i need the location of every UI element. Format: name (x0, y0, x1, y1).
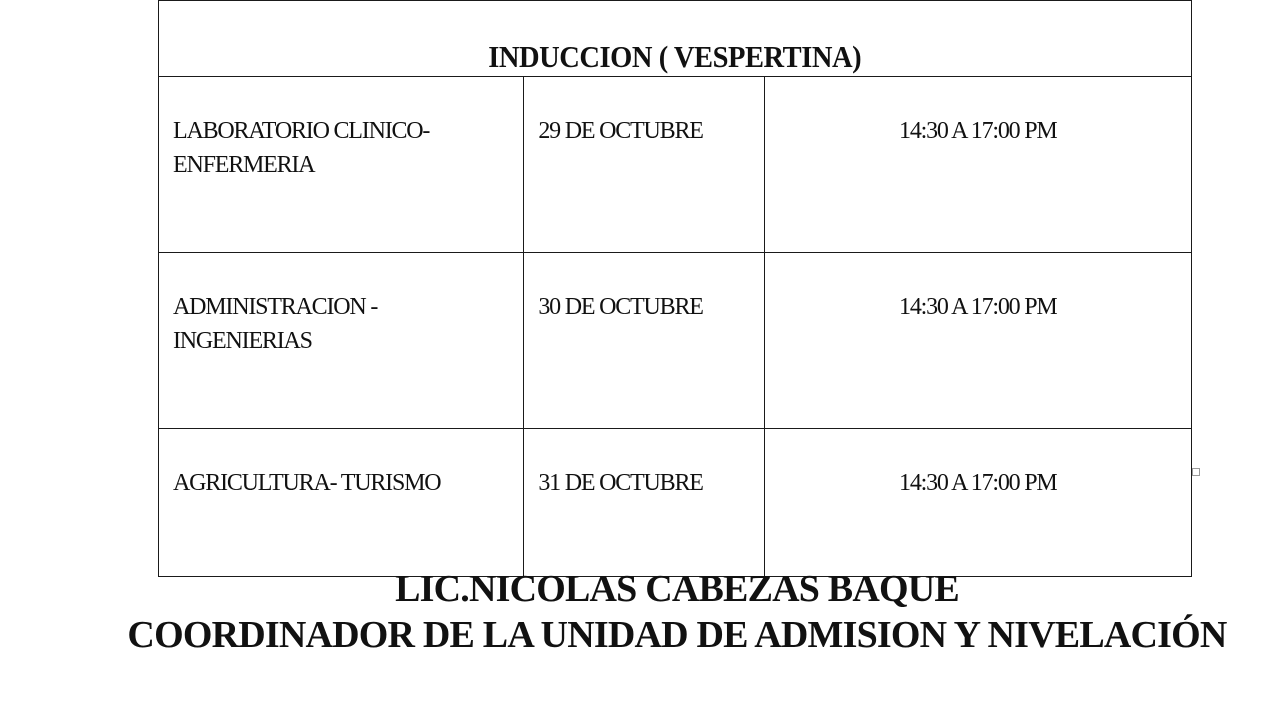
induction-schedule-table (158, 0, 1192, 577)
date-text: 30 DE OCTUBRE (538, 294, 703, 320)
area-line-1: LABORATORIO CLINICO- (173, 118, 430, 144)
area-cell (159, 429, 524, 577)
table-title-cell (159, 1, 1192, 77)
date-cell (524, 77, 764, 253)
signatory-name: LIC.NICOLAS CABEZAS BAQUE (395, 568, 959, 610)
area-line-1: ADMINISTRACION - (173, 294, 378, 320)
area-cell (159, 253, 524, 429)
time-cell (764, 253, 1191, 429)
date-cell (524, 253, 764, 429)
date-cell (524, 429, 764, 577)
area-line-2: INGENIERIAS (173, 328, 312, 354)
signature-block (0, 566, 1280, 658)
area-line-1: AGRICULTURA- TURISMO (173, 470, 441, 496)
time-text: 14:30 A 17:00 PM (899, 118, 1057, 144)
time-cell (764, 77, 1191, 253)
date-text: 29 DE OCTUBRE (538, 118, 703, 144)
signatory-role: COORDINADOR DE LA UNIDAD DE ADMISION Y NIVELACIÓN (127, 614, 1227, 656)
time-cell (764, 429, 1191, 577)
time-text: 14:30 A 17:00 PM (899, 470, 1057, 496)
table-row (159, 77, 1192, 253)
area-cell (159, 77, 524, 253)
table-resize-handle[interactable] (1192, 468, 1200, 476)
date-text: 31 DE OCTUBRE (538, 470, 703, 496)
area-line-2: ENFERMERIA (173, 152, 315, 178)
time-text: 14:30 A 17:00 PM (899, 294, 1057, 320)
table-title: INDUCCION ( VESPERTINA) (488, 39, 862, 74)
table-row (159, 429, 1192, 577)
table-row (159, 253, 1192, 429)
